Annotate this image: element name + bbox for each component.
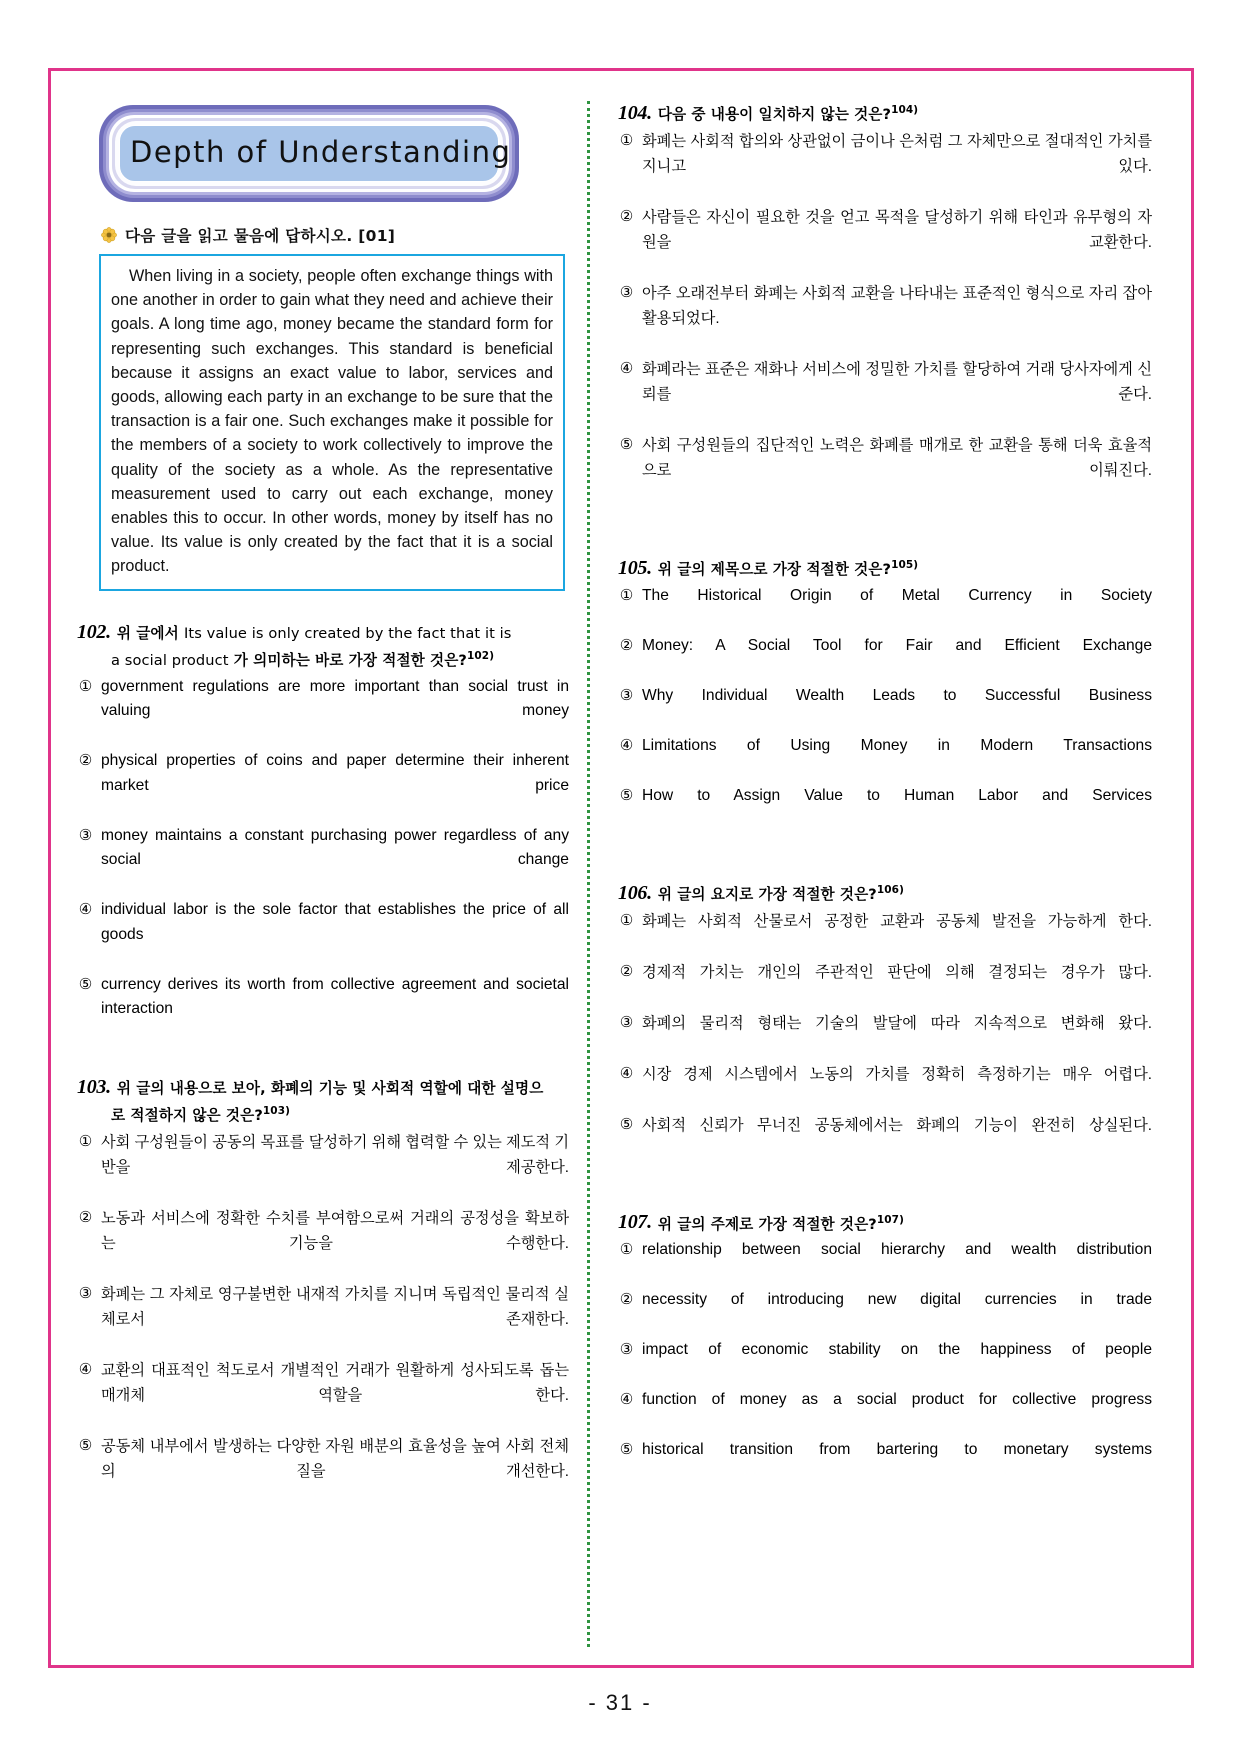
choice-marker: ①	[78, 677, 93, 695]
flower-icon	[101, 227, 117, 243]
q103-stem-kr2: 로 적절하지 않은 것은?	[111, 1106, 263, 1124]
choice-item[interactable]	[618, 1288, 1152, 1337]
question-105-head	[618, 554, 1152, 581]
question-106-head	[618, 879, 1152, 906]
choice-item[interactable]	[618, 684, 1152, 733]
choice-marker: ⑤	[78, 975, 93, 993]
choice-marker: ②	[78, 752, 93, 769]
choice-text: 공동체 내부에서 발생하는 다양한 자원 배분의 효율성을 높여 사회 전체의 질을 개선한다.	[101, 1437, 569, 1480]
question-106-stem	[658, 879, 904, 906]
page-number: - 31 -	[588, 1690, 652, 1715]
choice-text: 노동과 서비스에 정확한 수치를 부여함으로써 거래의 공정성을 확보하는 기능을 수행한다.	[101, 1209, 569, 1252]
choice-marker: ⑤	[619, 786, 634, 804]
choice-marker: ⑤	[619, 1441, 634, 1459]
question-102-head	[77, 621, 569, 645]
choice-marker: ③	[619, 283, 634, 301]
choice-text: currency derives its worth from collective agreement and societal interaction	[101, 975, 569, 1017]
choice-marker: ②	[78, 1208, 93, 1226]
choice-item[interactable]	[77, 1358, 569, 1433]
q104-stem-kr: 다음 중 내용이 일치하지 않는 것은?	[657, 105, 892, 123]
choice-marker: ②	[619, 207, 634, 225]
choice-text: relationship between social hierarchy and wealth distribution	[642, 1241, 1152, 1259]
question-107-number: 107.	[618, 1211, 652, 1234]
question-106	[618, 879, 1152, 1163]
q107-stem-sup: 107)	[876, 1213, 904, 1226]
choice-item[interactable]	[618, 909, 1152, 959]
q102-stem-kr1: 위 글에서	[116, 624, 184, 642]
passage-box	[99, 254, 565, 591]
question-104	[618, 99, 1152, 508]
choice-text: function of money as a social product for collective progress	[642, 1391, 1152, 1409]
choice-item[interactable]	[77, 898, 569, 972]
choice-marker: ⑤	[78, 1436, 93, 1454]
choice-text: The Historical Origin of Metal Currency in Society	[642, 586, 1152, 604]
choice-text: 화폐는 사회적 산물로서 공정한 교환과 공동체 발전을 가능하게 한다.	[642, 912, 1152, 930]
choice-marker: ①	[619, 131, 634, 149]
choice-item[interactable]	[618, 1388, 1152, 1437]
choice-text: government regulations are more important than social trust in valuing money	[101, 677, 569, 719]
right-column	[592, 93, 1152, 1655]
choice-text: money maintains a constant purchasing power regardless of any social change	[101, 826, 569, 868]
choice-item[interactable]	[618, 584, 1152, 633]
choice-item[interactable]	[618, 1438, 1152, 1487]
banner-core	[119, 125, 512, 182]
passage-text: When living in a society, people often exchange things with one another in order to gain what they need and achieve their goals. A long time ago, money became the standard form for representing such exchanges. This standard is beneficial because it assigns an exact value to labor, services and goods, allowing each party in an exchange to be sure that the transaction is a fair one. Such exchanges make it possible for the members of a society to work collectively to improve the quality of the society as a whole. As the representative measurement used to carry out each exchange, money enables this to occur. In other words, money by itself has no value. Its value is only created by the fact that it is a social product.	[111, 267, 558, 576]
choice-marker: ③	[78, 826, 93, 844]
choice-item[interactable]	[618, 960, 1152, 1010]
q102-stem-sup: 102)	[466, 649, 495, 662]
question-102-choices	[77, 675, 569, 1047]
choice-marker: ②	[619, 1291, 634, 1309]
choice-marker: ④	[619, 1391, 634, 1409]
question-105-choices	[618, 584, 1152, 833]
q102-stem-en2: a social product	[111, 651, 229, 669]
question-106-number: 106.	[618, 881, 652, 904]
question-104-stem	[658, 99, 918, 126]
choice-text: individual labor is the sole factor that establishes the price of all goods	[101, 901, 569, 943]
title-banner	[99, 105, 519, 202]
choice-item[interactable]	[77, 749, 569, 823]
question-105-number: 105.	[618, 556, 652, 579]
question-104-choices	[618, 129, 1152, 508]
choice-item[interactable]	[618, 1238, 1152, 1287]
q105-stem-kr: 위 글의 제목으로 가장 적절한 것은?	[657, 560, 892, 578]
choice-text: 사람들은 자신이 필요한 것을 얻고 목적을 달성하기 위해 타인과 유무형의 자원을 교환한다.	[642, 208, 1152, 251]
banner-ring-white-2	[115, 121, 512, 186]
banner-ring-white-1	[109, 115, 512, 192]
choice-item[interactable]	[618, 784, 1152, 833]
q104-stem-sup: 104)	[891, 104, 919, 116]
choice-marker: ④	[619, 1064, 634, 1082]
question-103-stem-line2	[111, 1100, 569, 1127]
choice-text: Why Individual Wealth Leads to Successful Business	[642, 686, 1152, 704]
instruction-row	[101, 224, 569, 246]
choice-text: 시장 경제 시스템에서 노동의 가치를 정확히 측정하기는 매우 어렵다.	[642, 1065, 1152, 1083]
choice-text: necessity of introducing new digital currencies in trade	[642, 1291, 1152, 1309]
choice-text: 화폐의 물리적 형태는 기술의 발달에 따라 지속적으로 변화해 왔다.	[642, 1014, 1152, 1032]
banner-ring-3	[106, 112, 512, 195]
choice-text: 화폐는 사회적 합의와 상관없이 금이나 은처럼 그 자체만으로 절대적인 가치를 지니고 있다.	[642, 132, 1152, 175]
choice-marker: ⑤	[619, 435, 634, 453]
q106-stem-kr: 위 글의 요지로 가장 적절한 것은?	[657, 885, 877, 903]
left-column	[77, 93, 587, 1655]
choice-text: How to Assign Value to Human Labor and Services	[642, 786, 1152, 804]
choice-marker: ③	[78, 1284, 93, 1302]
question-106-choices	[618, 909, 1152, 1163]
choice-item[interactable]	[618, 281, 1152, 356]
question-103-head	[77, 1076, 569, 1100]
question-104-number: 104.	[618, 101, 652, 124]
choice-marker: ②	[619, 636, 634, 654]
question-103-number: 103.	[77, 1076, 111, 1098]
choice-marker: ③	[619, 1013, 634, 1031]
q106-stem-sup: 106)	[876, 883, 904, 896]
choice-text: 화폐는 그 자체로 영구불변한 내재적 가치를 지니며 독립적인 물리적 실체로서 존재한다.	[101, 1285, 569, 1328]
question-107-choices	[618, 1238, 1152, 1487]
choice-item[interactable]	[77, 1206, 569, 1281]
choice-text: 사회 구성원들의 집단적인 노력은 화폐를 매개로 한 교환을 통해 더욱 효율적으로 이뤄진다.	[642, 436, 1152, 479]
choice-item[interactable]	[618, 1113, 1152, 1163]
question-107-stem	[658, 1209, 904, 1236]
choice-text: Limitations of Using Money in Modern Transactions	[642, 736, 1152, 754]
choice-text: historical transition from bartering to monetary systems	[642, 1441, 1152, 1459]
choice-marker: ④	[619, 359, 634, 377]
choice-item[interactable]	[618, 1011, 1152, 1061]
choice-text: Money: A Social Tool for Fair and Efficient Exchange	[642, 636, 1152, 654]
question-104-head	[618, 99, 1152, 126]
question-103-stem: 위 글의 내용으로 보아, 화폐의 기능 및 사회적 역할에 대한 설명으	[116, 1080, 544, 1097]
page-frame	[48, 68, 1194, 1668]
choice-item[interactable]	[618, 205, 1152, 280]
choice-marker: ②	[619, 962, 634, 980]
choice-item[interactable]	[618, 357, 1152, 432]
two-column-layout	[51, 71, 1191, 1665]
choice-marker: ④	[78, 1360, 93, 1378]
q107-stem-kr: 위 글의 주제로 가장 적절한 것은?	[657, 1215, 877, 1233]
choice-text: 사회적 신뢰가 무너진 공동체에서는 화폐의 기능이 완전히 상실된다.	[642, 1116, 1152, 1134]
choice-marker: ①	[619, 586, 634, 604]
question-103	[77, 1076, 569, 1509]
choice-marker: ④	[78, 901, 93, 918]
choice-item[interactable]	[618, 433, 1152, 508]
question-105-stem	[658, 554, 918, 581]
choice-item[interactable]	[77, 973, 569, 1047]
choice-text: impact of economic stability on the happiness of people	[642, 1341, 1152, 1359]
banner-title-text: Depth of Understanding	[130, 135, 512, 169]
q103-stem-sup: 103)	[262, 1105, 291, 1117]
choice-item[interactable]	[618, 734, 1152, 783]
question-102	[77, 621, 569, 1046]
choice-item[interactable]	[77, 1130, 569, 1205]
q102-stem-en1: Its value is only created by the fact that it is	[183, 624, 512, 642]
q102-stem-kr2: 가 의미하는 바로 가장 적절한 것은?	[228, 651, 467, 669]
choice-item[interactable]	[77, 824, 569, 898]
choice-marker: ①	[78, 1132, 93, 1150]
choice-item[interactable]	[618, 1338, 1152, 1387]
question-105	[618, 554, 1152, 833]
choice-item[interactable]	[618, 129, 1152, 204]
banner-ring-2	[103, 109, 515, 198]
banner-ring-outer	[99, 105, 519, 202]
choice-marker: ③	[619, 686, 634, 704]
choice-text: 화폐라는 표준은 재화나 서비스에 정밀한 가치를 할당하여 거래 당사자에게 신뢰를 준다.	[642, 360, 1152, 403]
choice-text: 교환의 대표적인 척도로서 개별적인 거래가 원활하게 성사되도록 돕는 매개체 역할을 한다.	[101, 1361, 569, 1404]
choice-item[interactable]	[77, 675, 569, 749]
choice-marker: ①	[619, 1241, 634, 1259]
q105-stem-sup: 105)	[891, 558, 919, 571]
choice-item[interactable]	[618, 1062, 1152, 1112]
question-102-stem-line2	[111, 645, 569, 672]
question-107-head	[618, 1209, 1152, 1236]
question-107	[618, 1209, 1152, 1488]
choice-text: physical properties of coins and paper determine their inherent market price	[101, 752, 569, 794]
choice-item[interactable]	[77, 1434, 569, 1509]
choice-item[interactable]	[618, 634, 1152, 683]
choice-text: 사회 구성원들이 공동의 목표를 달성하기 위해 협력할 수 있는 제도적 기반을 제공한다.	[101, 1133, 569, 1176]
choice-marker: ④	[619, 736, 634, 754]
question-102-stem	[117, 623, 512, 645]
choice-marker: ③	[619, 1341, 634, 1359]
banner-ring-4	[112, 118, 512, 189]
choice-text: 경제적 가치는 개인의 주관적인 판단에 의해 결정되는 경우가 많다.	[642, 963, 1152, 981]
choice-text: 아주 오래전부터 화폐는 사회적 교환을 나타내는 표준적인 형식으로 자리 잡아 활용되었다.	[642, 284, 1152, 327]
question-102-number: 102.	[77, 620, 111, 643]
choice-marker: ①	[619, 911, 634, 929]
choice-item[interactable]	[77, 1282, 569, 1357]
instruction-text: 다음 글을 읽고 물음에 답하시오. [01]	[125, 227, 396, 245]
question-103-choices	[77, 1130, 569, 1509]
choice-marker: ⑤	[619, 1115, 634, 1133]
